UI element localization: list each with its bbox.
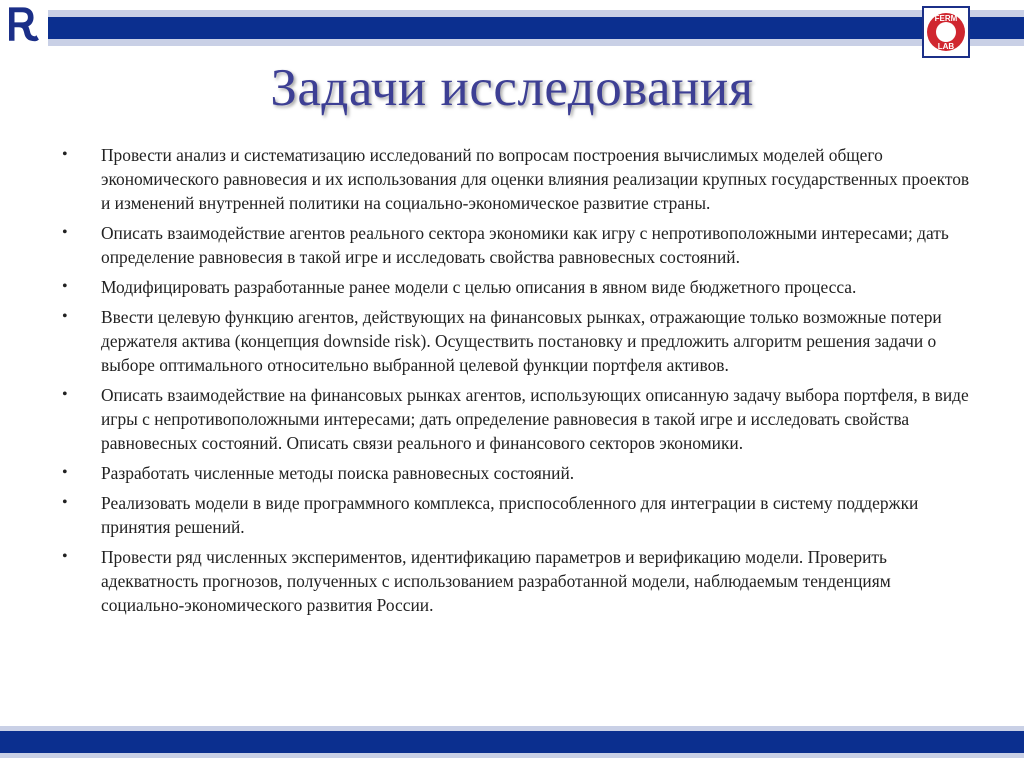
bottom-band [0,731,1024,753]
task-list [62,143,972,623]
task-text: Провести ряд численных экспериментов, идентификацию параметров и верификацию модели. Проверить адекватность прогнозов, полученных с использованием разработанной модели, наблюдаемым тенденциям социально-экономического развития России. [101,547,891,615]
top-band [0,17,1024,39]
bullet: • [62,548,68,565]
task-text: Ввести целевую функцию агентов, действующих на финансовых рынках, отражающие только возможные потери держателя актива (концепция downside risk). Осуществить постановку и предложить алгоритм решения задачи о выборе оптимального относительно выбранной целевой функции портфеля активов. [101,307,942,375]
list-item [62,491,972,539]
hse-logo [0,0,48,52]
bullet: • [62,494,68,511]
list-item [62,545,972,617]
bullet: • [62,308,68,325]
ferm-logo-bottom-text: LAB [937,42,955,51]
bullet: • [62,224,68,241]
list-item [62,305,972,377]
task-text: Описать взаимодействие на финансовых рынках агентов, использующих описанную задачу выбора портфеля, в виде игры с непротивоположными интересами; дать определение равновесия в такой игре и исследовать свойства равновесных состояний. Описать связи реального и финансового секторов экономики. [101,385,969,453]
task-text: Провести анализ и систематизацию исследований по вопросам построения вычислимых моделей общего экономического равновесия и их использования для оценки влияния реализации крупных государственных проектов и изменений внутренней политики на социально-экономическое развитие страны. [101,145,970,213]
list-item [62,143,972,215]
task-text: Описать взаимодействие агентов реального сектора экономики как игру с непротивоположными интересами; дать определение равновесия в такой игре и исследовать свойства равновесных состояний. [101,223,949,267]
list-item [62,221,972,269]
bullet: • [62,278,68,295]
bullet: • [62,386,68,403]
bullet: • [62,146,68,163]
task-text: Модифицировать разработанные ранее модели с целью описания в явном виде бюджетного процесса. [101,277,857,297]
ferm-lab-logo-icon [924,8,968,56]
task-text: Разработать численные методы поиска равновесных состояний. [101,463,575,483]
bullet: • [62,464,68,481]
task-text: Реализовать модели в виде программного комплекса, приспособленного для интеграции в систему поддержки принятия решений. [101,493,919,537]
list-item [62,461,972,485]
slide-title: Задачи исследования [270,59,754,117]
hse-logo-glyph: Ꭱ [7,1,41,50]
list-item [62,275,972,299]
ferm-logo-top-text: FERM [934,14,958,23]
list-item [62,383,972,455]
ferm-lab-logo [922,6,970,58]
